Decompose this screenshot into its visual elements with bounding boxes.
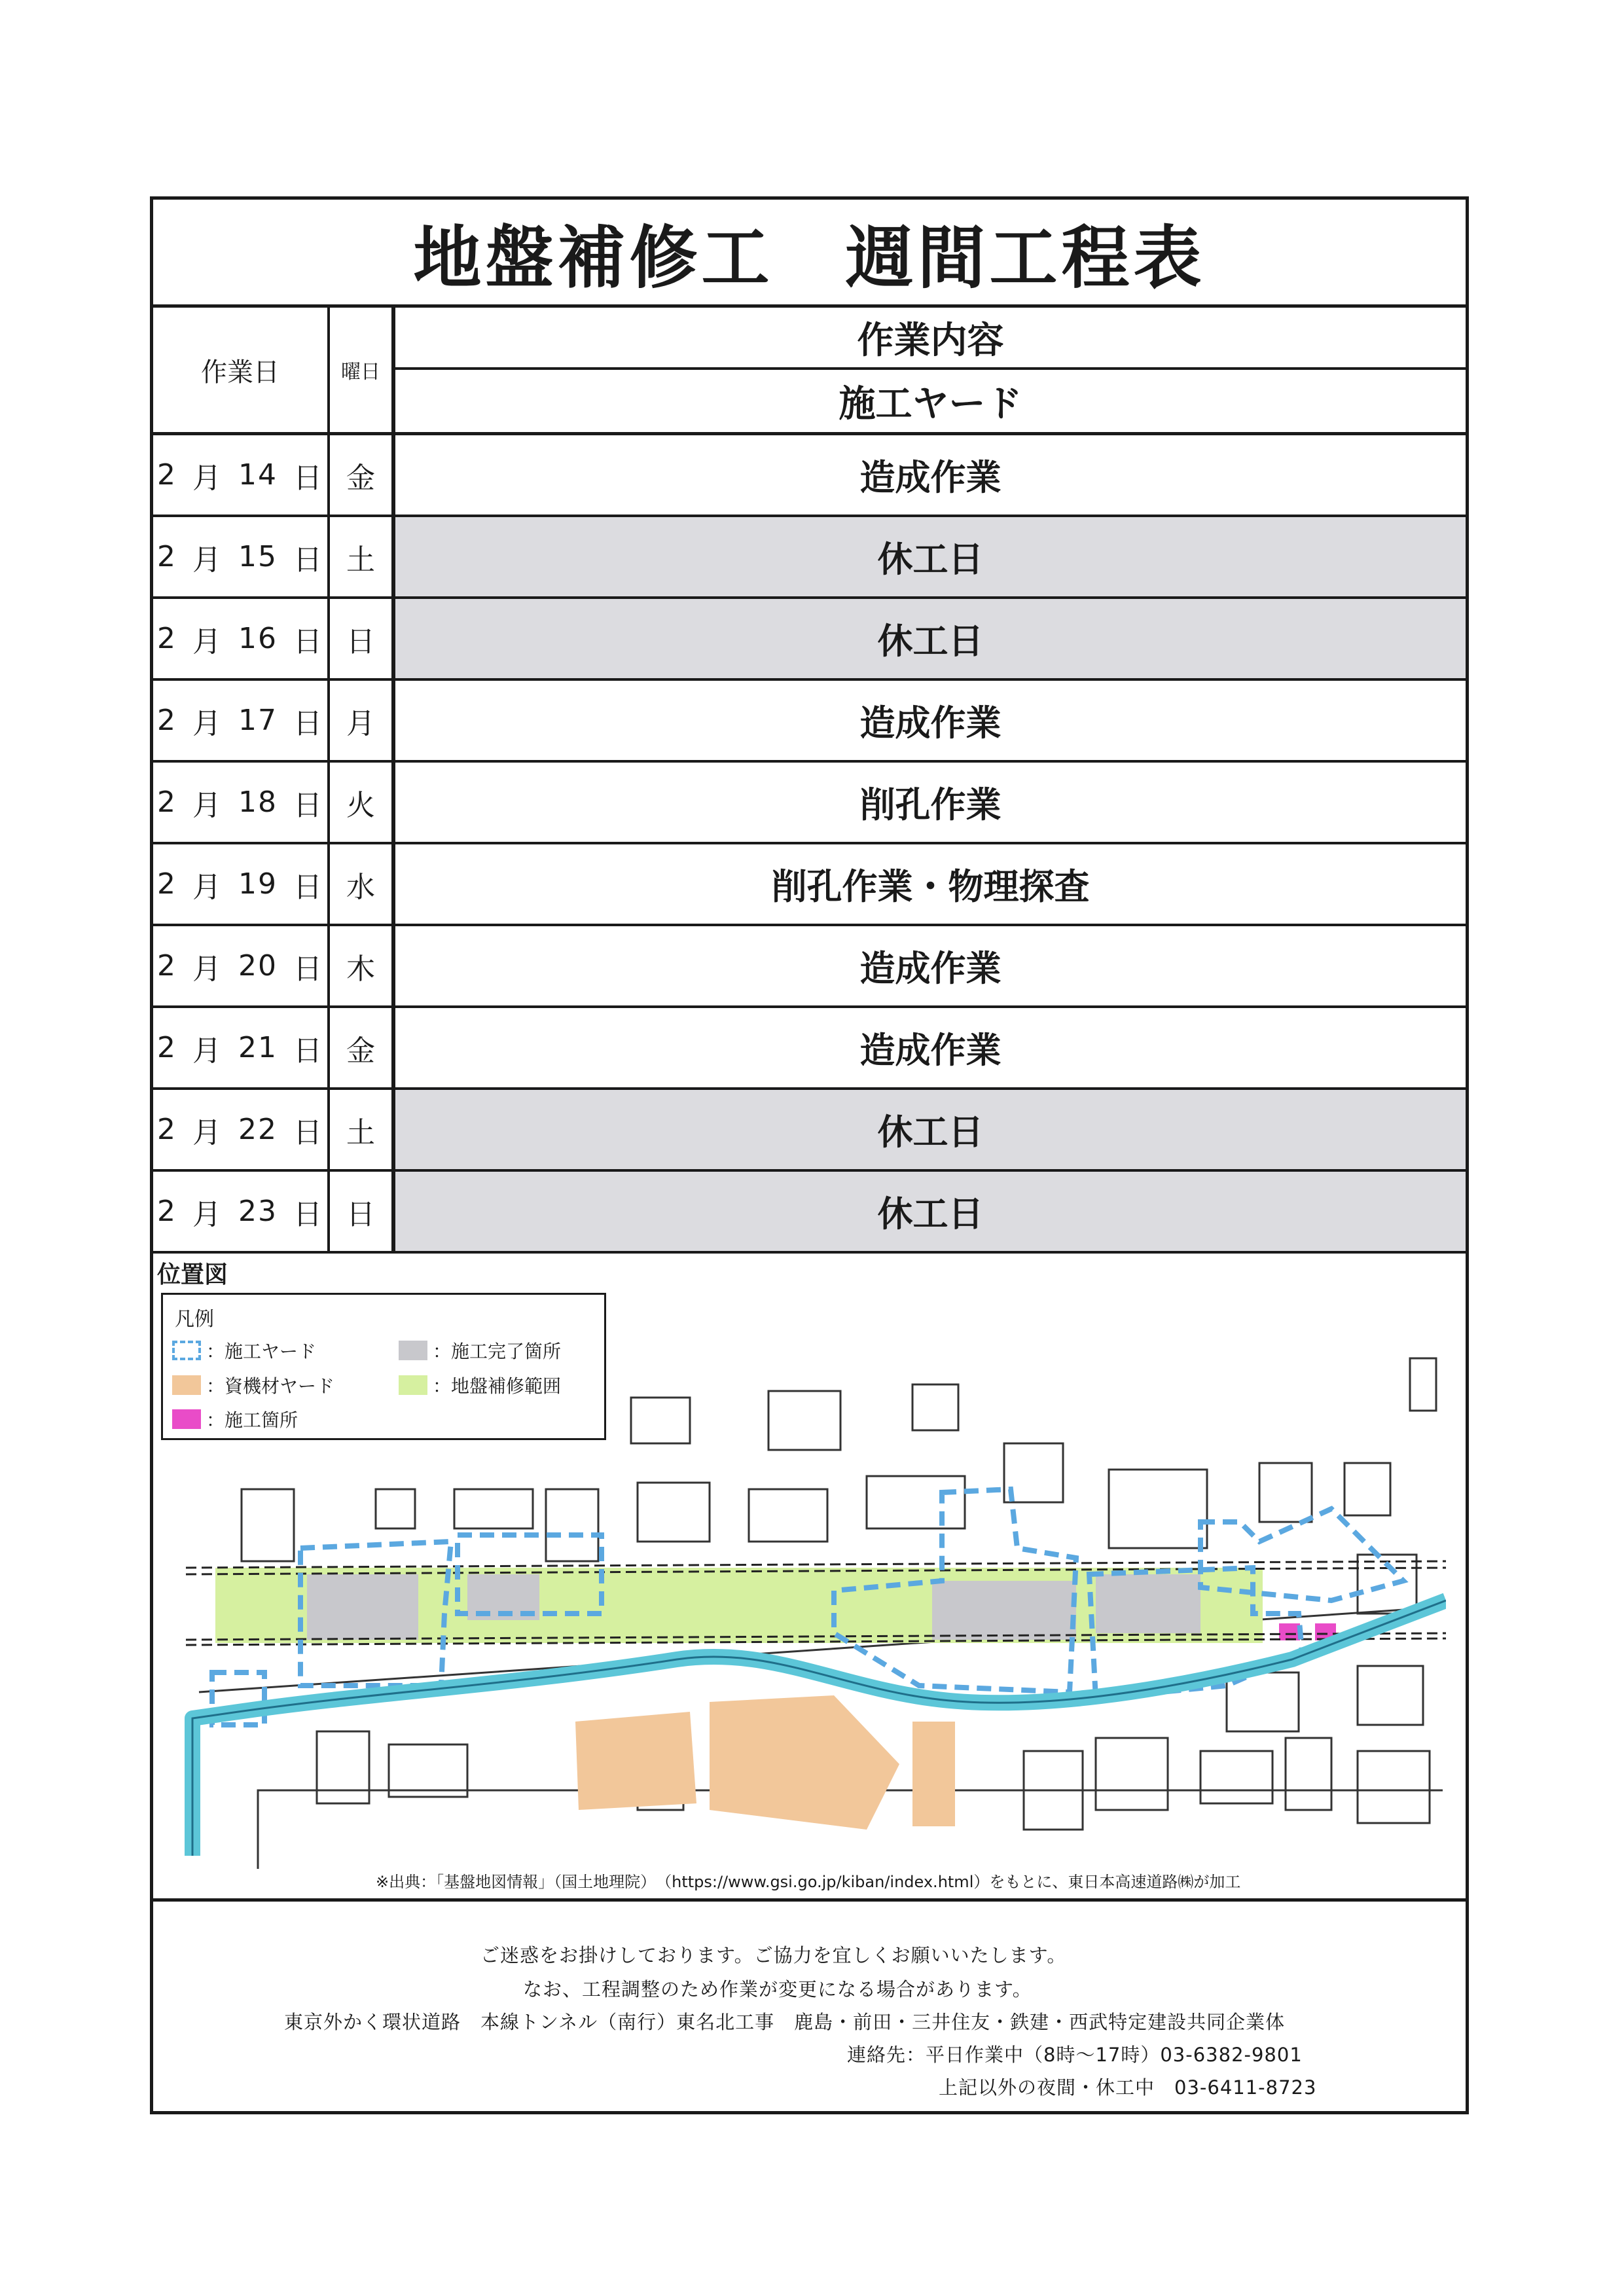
table-header bbox=[153, 308, 1466, 435]
row-dow: 金 bbox=[330, 1008, 395, 1087]
row-day-unit: 日 bbox=[293, 624, 323, 659]
header-date: 作業日 bbox=[153, 308, 330, 432]
row-month: 2 bbox=[157, 540, 177, 573]
row-dow: 土 bbox=[330, 1090, 395, 1169]
row-task: 削孔作業 bbox=[859, 784, 1001, 825]
map-legend bbox=[161, 1293, 606, 1440]
row-day-unit: 日 bbox=[293, 1197, 323, 1231]
table-row bbox=[153, 926, 1466, 1008]
table-row bbox=[153, 517, 1466, 599]
work-spot-1 bbox=[1279, 1623, 1300, 1640]
row-day: 16 bbox=[238, 622, 278, 655]
row-month: 2 bbox=[157, 949, 177, 983]
row-date bbox=[153, 1172, 330, 1251]
title-row bbox=[153, 200, 1466, 308]
done-area-3 bbox=[932, 1581, 1076, 1640]
row-date bbox=[153, 517, 330, 596]
row-day: 15 bbox=[238, 540, 278, 573]
map-source-note: ※出典：「基盤地図情報」（国土地理院） （https://www.gsi.go.jp/kiban/index.html）をもとに、東日本高速道路㈱が加工 bbox=[363, 1866, 1436, 1894]
legend-item-done: ：施工完了箇所 bbox=[399, 1337, 561, 1364]
row-day: 14 bbox=[238, 458, 278, 492]
row-dow: 月 bbox=[330, 681, 395, 760]
header-dow: 曜日 bbox=[330, 308, 395, 432]
footer-contractor: 東京外かく環状道路 本線トンネル（南行）東名北工事 鹿島・前田・三井住友・鉄建・西武特定建設共同企業体 bbox=[284, 2011, 1286, 2033]
row-task: 休工日 bbox=[395, 517, 1466, 596]
row-task: 休工日 bbox=[395, 1172, 1466, 1251]
row-month-unit: 月 bbox=[192, 870, 223, 904]
row-month-unit: 月 bbox=[192, 1115, 223, 1149]
row-day: 21 bbox=[238, 1031, 278, 1064]
table-row bbox=[153, 1090, 1466, 1172]
row-date bbox=[153, 1090, 330, 1169]
row-month-unit: 月 bbox=[192, 1034, 223, 1068]
legend-item-yard: ：施工ヤード bbox=[172, 1337, 316, 1364]
row-task: 休工日 bbox=[395, 1090, 1466, 1169]
row-month: 2 bbox=[157, 867, 177, 901]
row-day-unit: 日 bbox=[293, 706, 323, 740]
row-month: 2 bbox=[157, 1195, 177, 1228]
row-date bbox=[153, 1008, 330, 1087]
table-row bbox=[153, 599, 1466, 681]
table-row bbox=[153, 763, 1466, 844]
row-month-unit: 月 bbox=[192, 1197, 223, 1231]
row-day: 19 bbox=[238, 867, 278, 901]
row-dow: 火 bbox=[330, 763, 395, 842]
row-task: 削孔作業・物理探査 bbox=[771, 866, 1090, 907]
row-month-unit: 月 bbox=[192, 952, 223, 986]
schedule-rows bbox=[153, 435, 1466, 1254]
row-month-unit: 月 bbox=[192, 788, 223, 822]
row-day-unit: 日 bbox=[293, 461, 323, 495]
header-content: 作業内容 bbox=[395, 308, 1466, 370]
row-day: 20 bbox=[238, 949, 278, 983]
row-dow: 木 bbox=[330, 926, 395, 1005]
row-dow: 日 bbox=[330, 1172, 395, 1251]
row-day-unit: 日 bbox=[293, 543, 323, 577]
table-row bbox=[153, 1172, 1466, 1254]
row-date bbox=[153, 435, 330, 515]
row-day-unit: 日 bbox=[293, 870, 323, 904]
row-task: 休工日 bbox=[395, 599, 1466, 678]
legend-item-range: ：地盤補修範囲 bbox=[399, 1372, 561, 1398]
row-date bbox=[153, 844, 330, 924]
magenta-swatch-icon bbox=[172, 1409, 201, 1429]
material-yard-3 bbox=[912, 1722, 955, 1826]
row-date bbox=[153, 599, 330, 678]
legend-item-material: ：資機材ヤード bbox=[172, 1372, 334, 1398]
row-month-unit: 月 bbox=[192, 706, 223, 740]
row-dow: 水 bbox=[330, 844, 395, 924]
row-month: 2 bbox=[157, 786, 177, 819]
row-dow: 土 bbox=[330, 517, 395, 596]
row-day: 17 bbox=[238, 704, 278, 737]
row-day-unit: 日 bbox=[293, 1034, 323, 1068]
location-map bbox=[153, 1254, 1466, 1902]
row-day-unit: 日 bbox=[293, 1115, 323, 1149]
row-dow: 日 bbox=[330, 599, 395, 678]
footer-change-note: なお、工程調整のため作業が変更になる場合があります。 bbox=[523, 1978, 1032, 2000]
map-label: 位置図 bbox=[157, 1261, 228, 1288]
orange-swatch-icon bbox=[172, 1375, 201, 1395]
material-yard-1 bbox=[575, 1712, 696, 1810]
row-day: 18 bbox=[238, 786, 278, 819]
row-month-unit: 月 bbox=[192, 543, 223, 577]
table-row bbox=[153, 681, 1466, 763]
footer-contact-night: 上記以外の夜間・休工中 03-6411-8723 bbox=[939, 2076, 1317, 2099]
row-month-unit: 月 bbox=[192, 624, 223, 659]
gray-swatch-icon bbox=[399, 1341, 427, 1360]
done-area-1 bbox=[307, 1574, 418, 1640]
row-task: 造成作業 bbox=[859, 1030, 1001, 1071]
dashed-blue-box-icon bbox=[172, 1341, 201, 1360]
light-green-swatch-icon bbox=[399, 1375, 427, 1395]
row-month-unit: 月 bbox=[192, 461, 223, 495]
legend-title: 凡例 bbox=[175, 1308, 214, 1331]
footer-contact-day: 連絡先：平日作業中（8時～17時）03-6382-9801 bbox=[847, 2044, 1303, 2066]
row-month: 2 bbox=[157, 704, 177, 737]
row-month: 2 bbox=[157, 458, 177, 492]
header-yard: 施工ヤード bbox=[839, 382, 1022, 425]
footer-notice bbox=[153, 1902, 1466, 2114]
row-month: 2 bbox=[157, 1031, 177, 1064]
schedule-sheet bbox=[150, 196, 1469, 2114]
material-yard-2 bbox=[710, 1695, 899, 1830]
row-day: 23 bbox=[238, 1195, 278, 1228]
table-row bbox=[153, 844, 1466, 926]
row-dow: 金 bbox=[330, 435, 395, 515]
row-date bbox=[153, 926, 330, 1005]
table-row bbox=[153, 435, 1466, 517]
header-main bbox=[395, 308, 1466, 432]
row-task: 造成作業 bbox=[859, 702, 1001, 744]
table-row bbox=[153, 1008, 1466, 1090]
row-date bbox=[153, 763, 330, 842]
done-area-4 bbox=[1096, 1574, 1200, 1633]
row-task: 造成作業 bbox=[859, 457, 1001, 498]
row-task: 造成作業 bbox=[859, 948, 1001, 989]
page-title: 地盤補修工 週間工程表 bbox=[413, 218, 1206, 298]
footer-apology: ご迷惑をお掛けしております。ご協力を宜しくお願いいたします。 bbox=[480, 1944, 1067, 1966]
row-day-unit: 日 bbox=[293, 952, 323, 986]
row-month: 2 bbox=[157, 622, 177, 655]
row-day: 22 bbox=[238, 1113, 278, 1146]
row-date bbox=[153, 681, 330, 760]
row-month: 2 bbox=[157, 1113, 177, 1146]
row-day-unit: 日 bbox=[293, 788, 323, 822]
legend-item-work: ：施工箇所 bbox=[172, 1406, 298, 1432]
